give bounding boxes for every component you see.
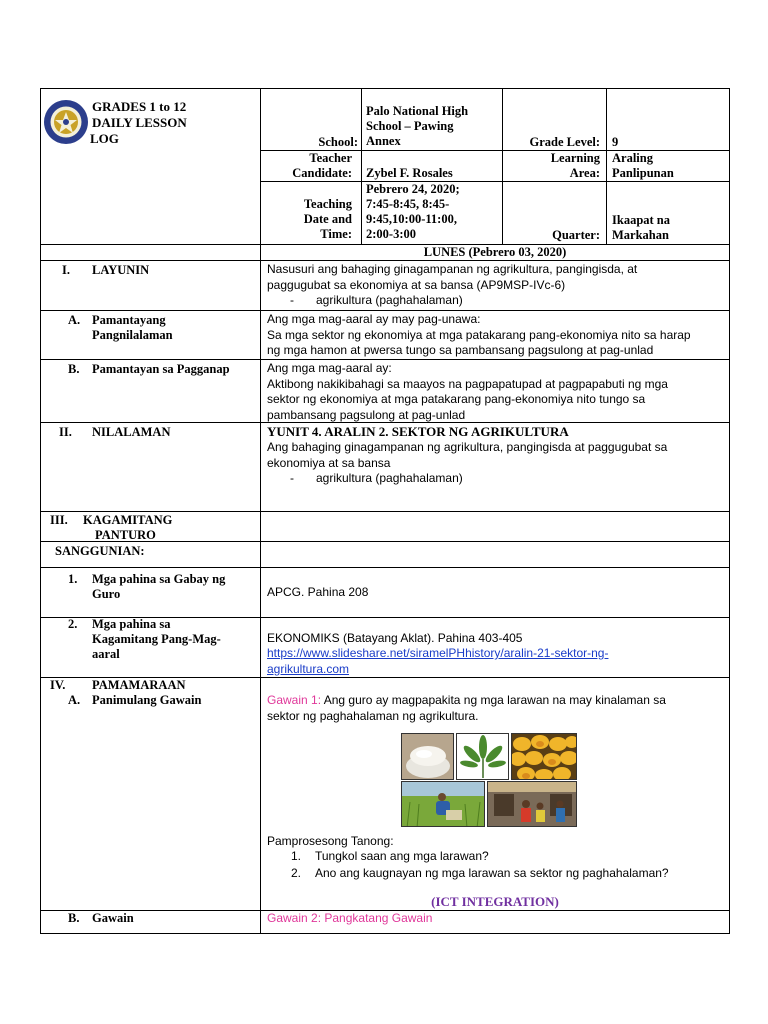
kagamitang-label: Mga pahina sa Kagamitang Pang-Mag- aaral (92, 617, 221, 661)
slideshare-link[interactable]: https://www.slideshare.net/siramelPHhistory/aralin-21-sektor-ng- agrikultura.com (267, 646, 609, 676)
learning-area-value: Araling Panlipunan (612, 151, 674, 180)
nilalaman-label: NILALAMAN (92, 425, 171, 439)
quarter-value: Ikaapat na Markahan (612, 213, 671, 242)
pamantayang-label: Pamantayang Pangnilalaman (92, 313, 173, 342)
teacher-value: Zybel F. Rosales (366, 166, 453, 180)
gabay-value: APCG. Pahina 208 (267, 585, 369, 599)
gawain-label: Gawain (92, 911, 134, 925)
learning-area-label: Learning Area: (550, 151, 600, 180)
grade-level-label: Grade Level: (529, 135, 600, 149)
day-header: LUNES (Pebrero 03, 2020) (423, 245, 567, 259)
layunin-label: LAYUNIN (92, 263, 150, 277)
pamamaraan-label: PAMAMARAAN (92, 678, 186, 692)
kagamitang-value: EKONOMIKS (Batayang Aklat). Pahina 403-405 (267, 631, 523, 645)
log-title: GRADES 1 to 12 DAILY LESSON LOG (90, 99, 187, 146)
teaching-date-label: Teaching Date and Time: (303, 197, 352, 241)
sanggunian-label: SANGGUNIAN: (55, 544, 145, 558)
section-number: IV. (50, 678, 66, 692)
nilalaman-heading: YUNIT 4. ARALIN 2. SEKTOR NG AGRIKULTURA (267, 424, 569, 439)
layunin-text: Nasusuri ang bahaging ginagampanan ng agrikultura, pangingisda, at paggugubat sa ekonomiya at sa bansa (AP9MSP-IVc-6) - agrikultura (paghahalaman) (267, 262, 638, 307)
agriculture-photo-collage (401, 733, 577, 827)
layunin-bullet: agrikultura (paghahalaman) (316, 293, 463, 307)
item-letter: A. (68, 313, 81, 327)
section-number: III. (50, 513, 68, 527)
list-item: 1. Tungkol saan ang mga larawan? (291, 849, 489, 863)
item-letter: B. (68, 911, 80, 925)
farmer-field-photo (401, 781, 485, 827)
item-number: 2. (68, 617, 78, 631)
pamprosesong-tanong-heading: Pamprosesong Tanong: (267, 834, 394, 848)
nilalaman-bullet: agrikultura (paghahalaman) (316, 471, 463, 485)
grade-level-value: 9 (612, 135, 619, 149)
list-item: 2. Ano ang kaugnayan ng mga larawan sa sektor ng paghahalaman? (291, 866, 669, 880)
rice-photo (401, 733, 454, 780)
pamantayang-text: Ang mga mag-aaral ay may pag-unawa: Sa mga sektor ng ekonomiya at mga patakarang pang-ekonomiya nito sa harap ng mga hamon at pwersa tungo sa pambansang pagsulong at pag-unlad (267, 312, 691, 357)
gawain1-text: Gawain 1: Ang guro ay magpapakita ng mga larawan na may kinalaman sa sektor ng paghahalaman ng agrikultura. (267, 693, 666, 723)
nilalaman-text: Ang bahaging ginagampanan ng agrikultura, pangingisda at paggugubat sa ekonomiya at sa bansa - agrikultura (paghahalaman) (267, 440, 668, 485)
school-value: Palo National High School – Pawing Annex (366, 104, 469, 148)
mango-photo (511, 733, 577, 780)
teaching-date-value: Pebrero 24, 2020; 7:45-8:45, 8:45- 9:45,10:00-11:00, 2:00-3:00 (366, 182, 460, 241)
deped-seal-logo (43, 99, 89, 145)
item-letter: B. (68, 362, 80, 376)
ict-integration-label: (ICT INTEGRATION) (431, 894, 559, 909)
school-label: School: (318, 135, 358, 149)
section-number: II. (59, 425, 72, 439)
panimulang-gawain-label: Panimulang Gawain (92, 693, 202, 707)
leaf-photo (456, 733, 509, 780)
pagganap-label: Pamantayan sa Pagganap (92, 362, 230, 376)
kagamitan-label: KAGAMITANG PANTURO (83, 513, 173, 542)
pagganap-text: Ang mga mag-aaral ay: Aktibong nakikibahagi sa maayos na pagpapatupad at pagpapabuti ng mga sektor ng ekonomiya at mga patakarang pang-ekonomiya nito tungo sa pambansang pagsulong at pag-unlad (267, 361, 668, 422)
gabay-label: Mga pahina sa Gabay ng Guro (92, 572, 226, 601)
gawain2-text: Gawain 2: Pangkatang Gawain (267, 911, 433, 925)
question-list (267, 849, 669, 883)
teacher-label: Teacher Candidate: (292, 151, 352, 180)
item-letter: A. (68, 693, 81, 707)
item-number: 1. (68, 572, 78, 586)
market-photo (487, 781, 577, 827)
gawain1-label: Gawain 1: (267, 693, 322, 707)
section-number: I. (62, 263, 70, 277)
quarter-label: Quarter: (552, 228, 600, 242)
